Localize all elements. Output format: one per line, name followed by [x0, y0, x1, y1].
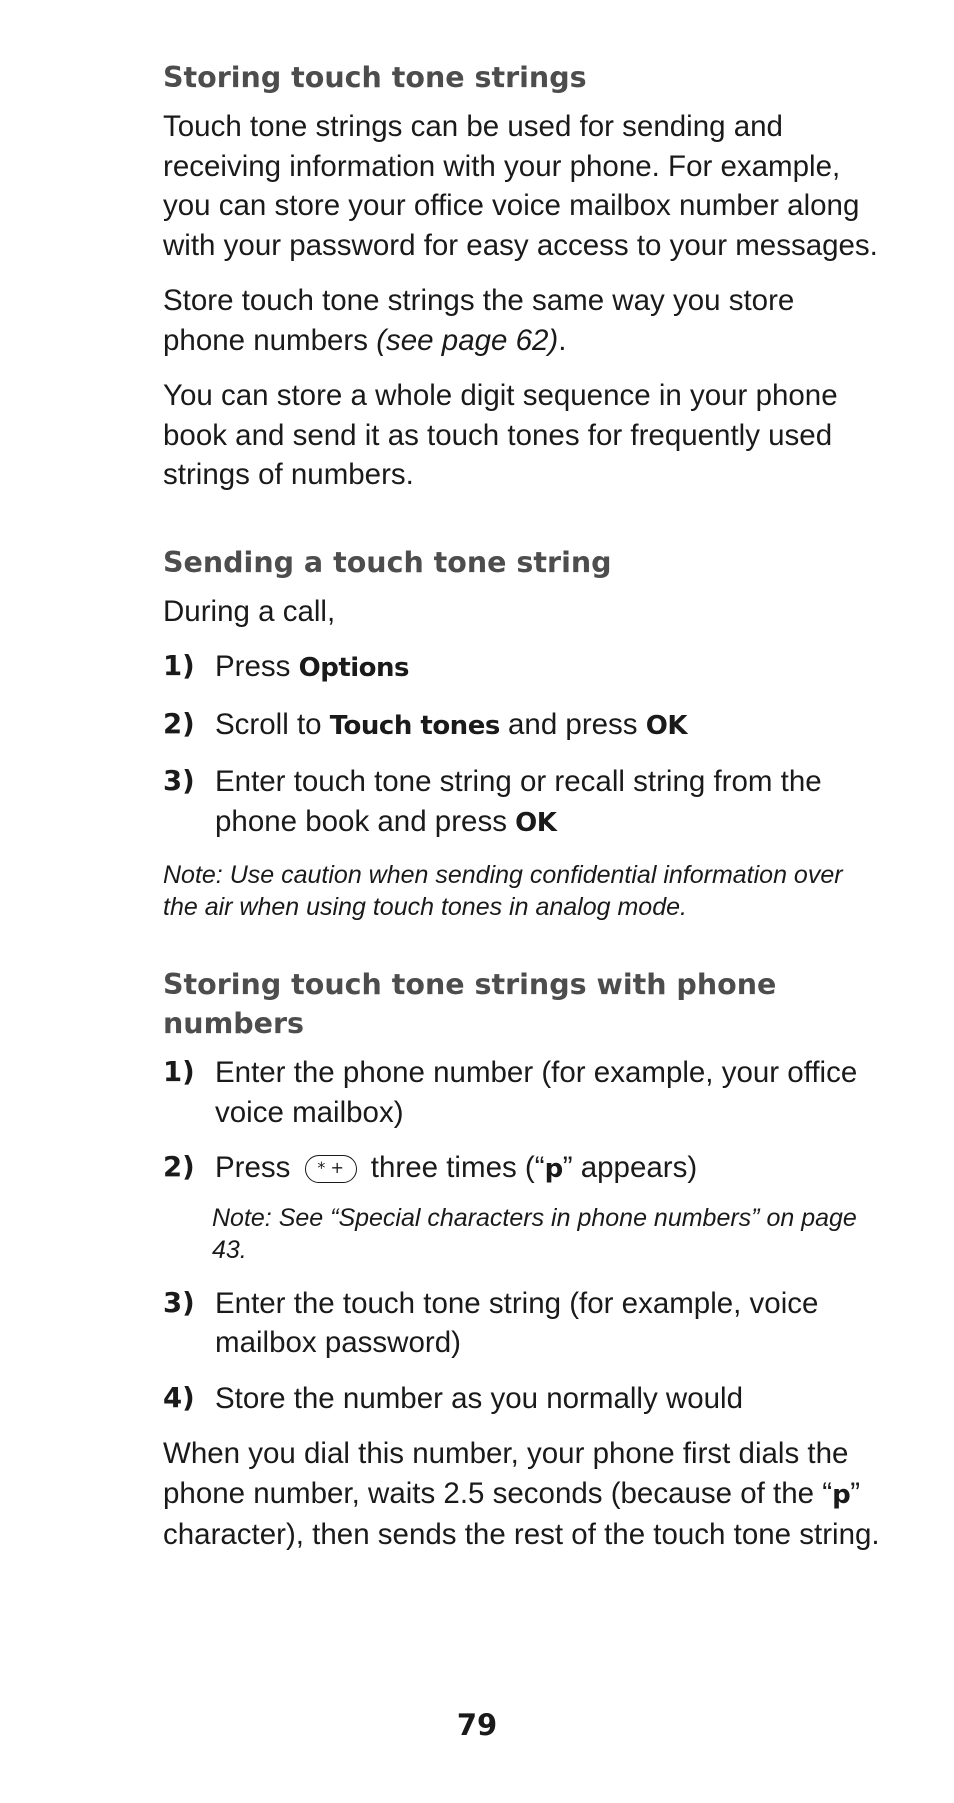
section-heading-storing-strings: Storing touch tone strings	[163, 61, 587, 94]
storing-step-1: 1) Enter the phone number (for example, your office voice mailbox)	[163, 1053, 883, 1132]
pause-character: p	[544, 1154, 563, 1184]
manual-page	[163, 58, 883, 1571]
page-reference: (see page 62)	[376, 323, 559, 357]
pause-character: p	[832, 1479, 851, 1510]
special-characters-note: Note: See “Special characters in phone numbers” on page 43.	[212, 1203, 857, 1264]
step-number: 3)	[163, 765, 195, 797]
ok-softkey-label: OK	[515, 807, 557, 838]
ok-softkey-label: OK	[645, 710, 688, 741]
caution-note: Note: Use caution when sending confidential information over the air when using touch tones in analog mode.	[163, 861, 843, 921]
star-key-icon: * +	[305, 1155, 357, 1183]
paragraph-store-like-numbers: Store touch tone strings the same way you store phone numbers (see page 62).	[163, 284, 795, 357]
sending-step-3: 3) Enter touch tone string or recall string from the phone book and press OK	[163, 762, 883, 843]
paragraph-digit-sequence: You can store a whole digit sequence in your phone book and send it as touch tones for frequently used strings of numbers.	[163, 379, 838, 491]
touch-tones-menu-label: Touch tones	[329, 710, 500, 741]
paragraph-during-call: During a call,	[163, 594, 336, 628]
step-number: 1)	[163, 1056, 195, 1088]
step-number: 2)	[163, 707, 195, 740]
paragraph-intro: Touch tone strings can be used for sending and receiving information with your phone. For example, you can store your office voice mailbox number along with your password for easy access to your messages.	[163, 110, 878, 262]
step-number: 3)	[163, 1286, 195, 1319]
storing-step-2: 2) Press * + three times (“p” appears)	[163, 1148, 883, 1190]
step-number: 2)	[163, 1151, 195, 1183]
options-softkey-label: Options	[298, 653, 410, 683]
sending-step-2: 2) Scroll to Touch tones and press OK	[163, 705, 883, 747]
sending-step-1: 1) Press Options	[163, 647, 883, 689]
section-heading-sending-string: Sending a touch tone string	[163, 545, 612, 579]
storing-step-4: 4) Store the number as you normally would	[163, 1379, 883, 1419]
paragraph-dial-behavior: When you dial this number, your phone first dials the phone number, waits 2.5 seconds (because of the “p” character), then sends the rest of the touch tone string.	[163, 1437, 880, 1551]
storing-step-3: 3) Enter the touch tone string (for example, voice mailbox password)	[163, 1284, 883, 1363]
page-number: 79	[456, 1708, 498, 1742]
step-number: 4)	[163, 1381, 195, 1414]
section-heading-strings-with-numbers: Storing touch tone strings with phone numbers	[163, 968, 777, 1040]
step-number: 1)	[163, 650, 195, 682]
